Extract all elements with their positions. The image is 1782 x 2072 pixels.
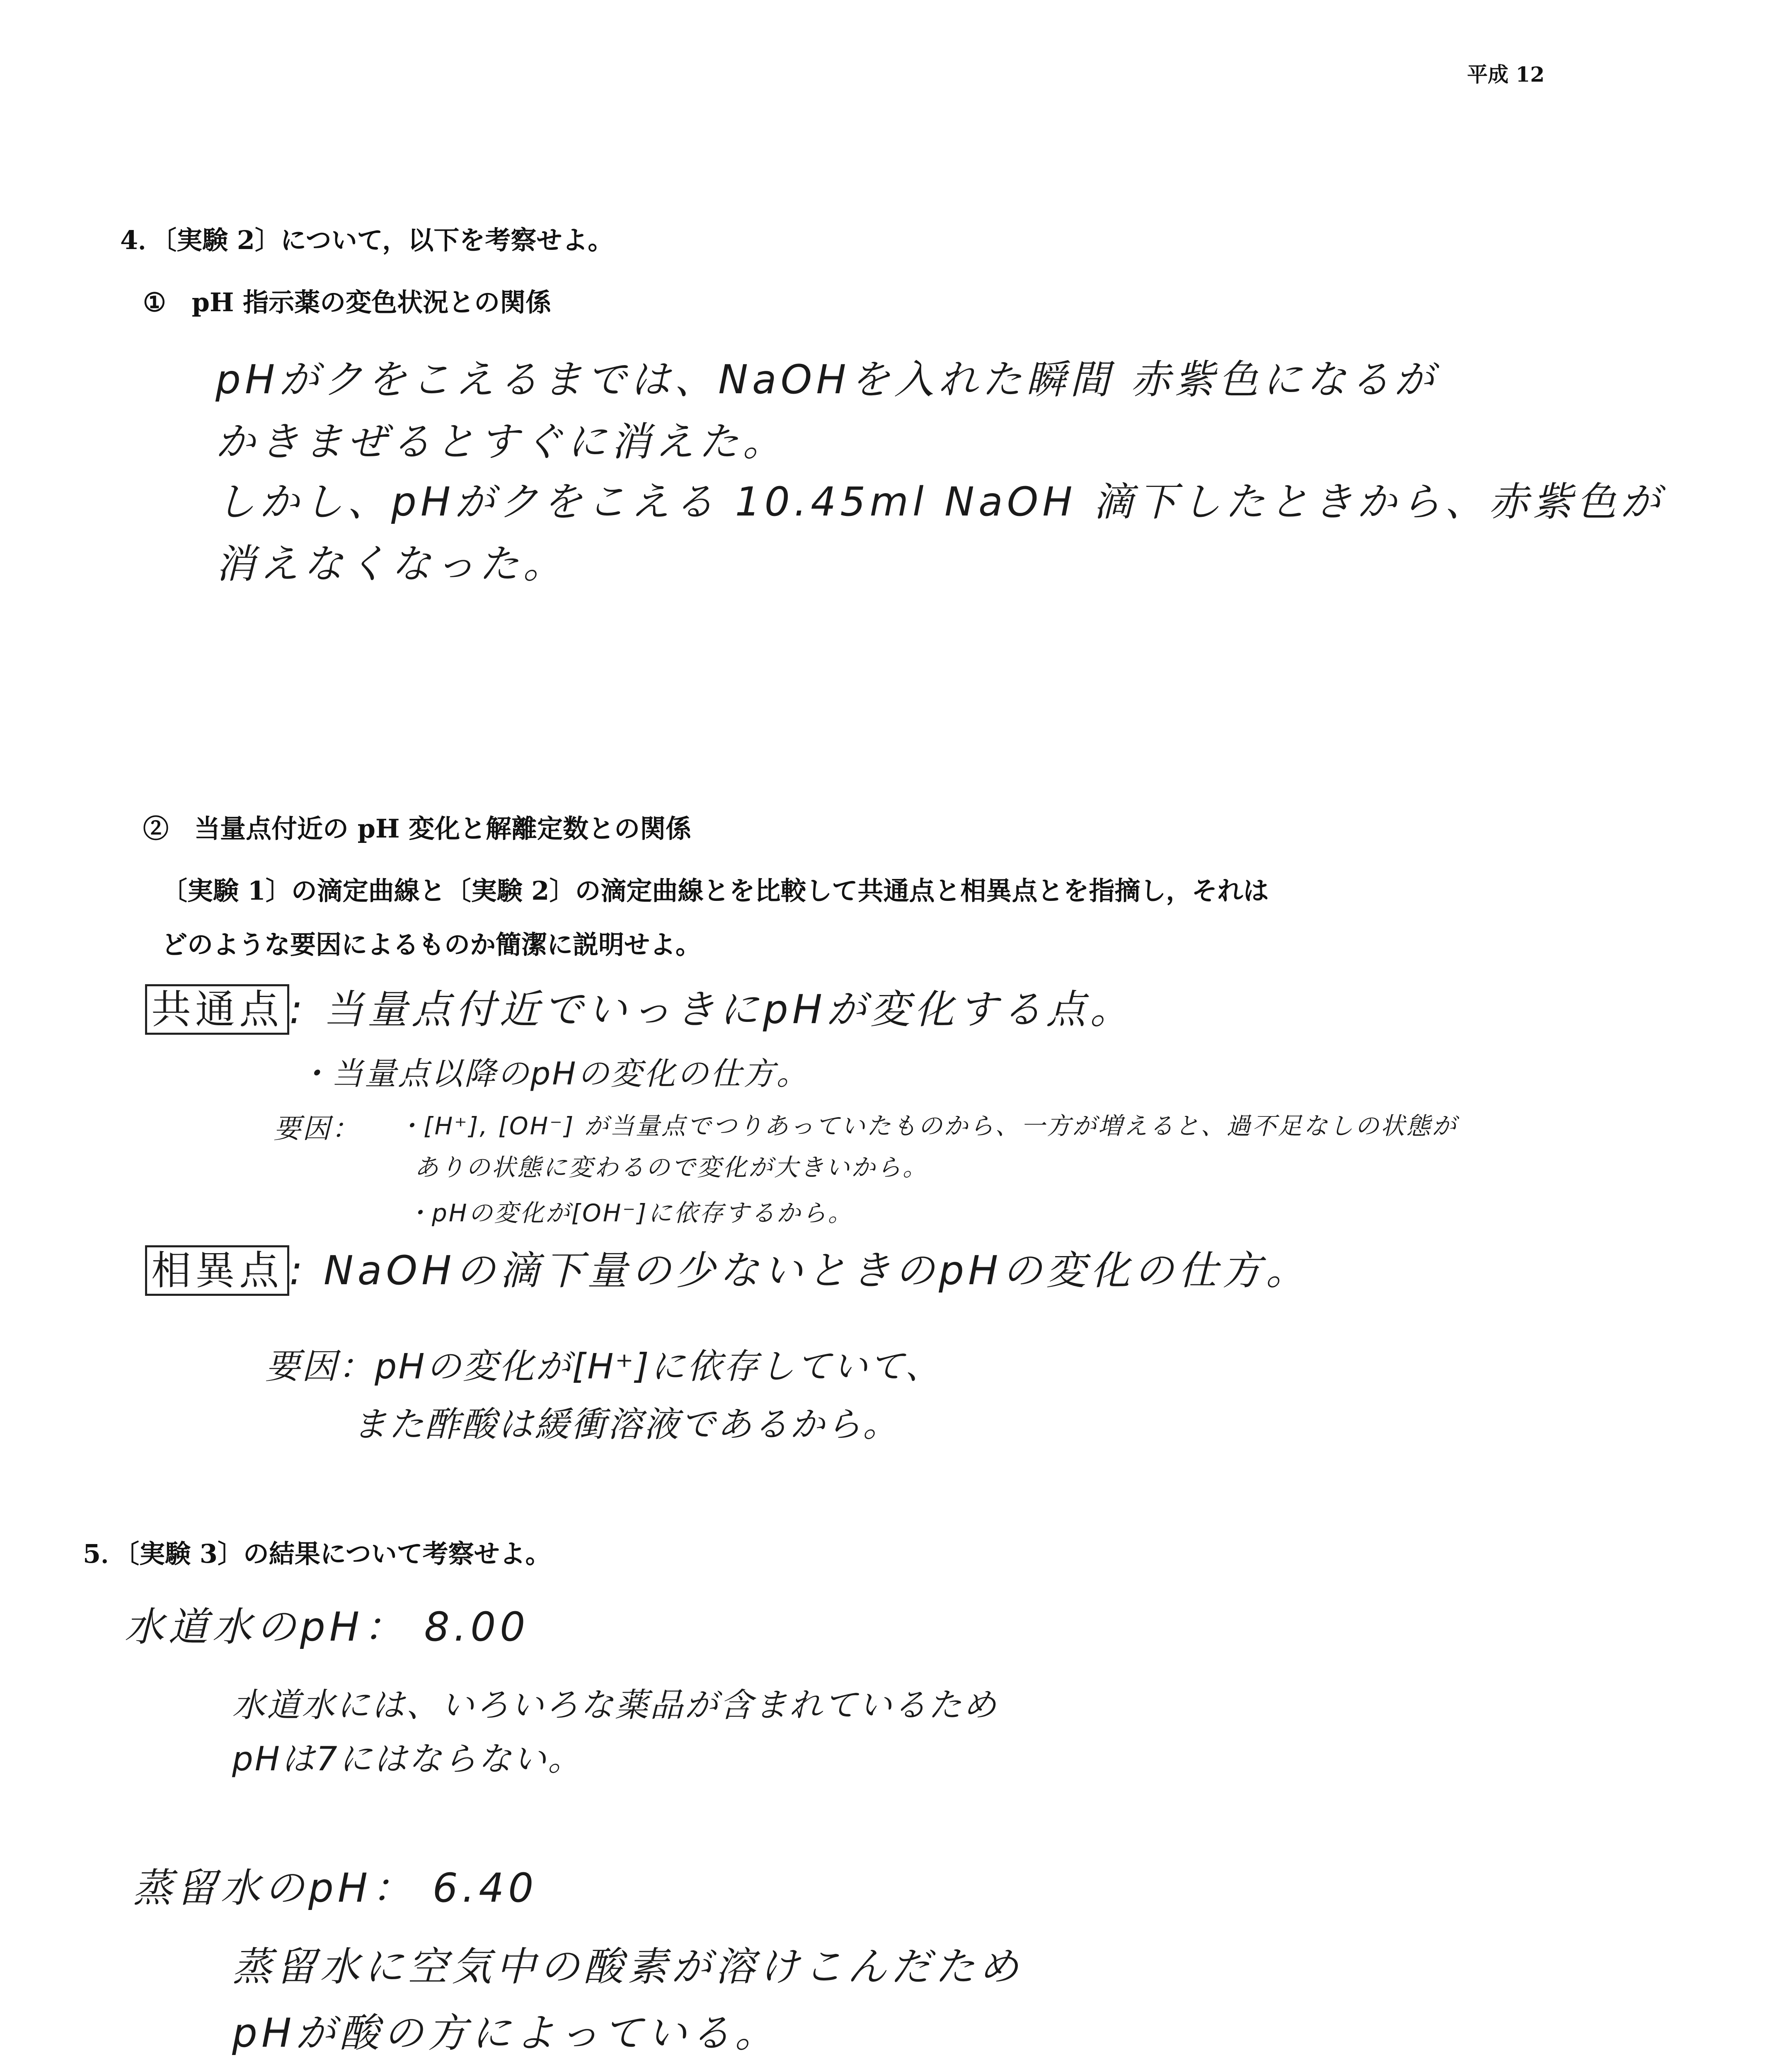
handwritten-line: pHがクをこえるまでは、NaOHを入れた瞬間 赤紫色になるが	[215, 356, 1438, 403]
common-reason-line: ・[H⁺], [OH⁻] が当量点でつりあっていたものから、一方が増えると、過不足なしの状態が	[398, 1112, 1458, 1140]
instruction-line: 〔実験 1〕の滴定曲線と〔実験 2〕の滴定曲線とを比較して共通点と相異点とを指摘し，それは	[162, 876, 1269, 906]
common-reason-label: 要因：	[274, 1113, 361, 1145]
distilled-water-ph: 蒸留水のpH： 6.40	[133, 1865, 538, 1911]
common-points	[145, 978, 1134, 1035]
common-label-box: 共通点	[145, 984, 289, 1035]
handwritten-line: 消えなくなった。	[215, 541, 567, 587]
common-reason-line: ・pHの変化が[OH⁻]に依存するから。	[406, 1199, 854, 1227]
instruction-line: どのような要因によるものか簡潔に説明せよ。	[162, 929, 702, 960]
tap-water-line: pHは7にはならない。	[232, 1740, 583, 1778]
handwritten-line: しかし、pHがクをこえる 10.45ml NaOH 滴下したときから、赤紫色が	[215, 479, 1665, 525]
handwritten-line: かきまぜるとすぐに消えた。	[215, 419, 787, 465]
tap-water-ph: 水道水のpH： 8.00	[124, 1604, 530, 1650]
tap-water-line: 水道水には、いろいろな薬品が含まれているため	[232, 1686, 998, 1724]
diff-reason-line: 要因：pHの変化が[H⁺]に依存していて、	[265, 1346, 942, 1387]
difference-points	[145, 1239, 1310, 1296]
distilled-water-line: 蒸留水に空気中の酸素が溶けこんだため	[232, 1944, 1023, 1990]
diff-line: : NaOHの滴下量の少ないときのpHの変化の仕方。	[289, 1247, 1310, 1294]
section4-heading: 4．〔実験 2〕について，以下を考察せよ。	[120, 225, 614, 255]
diff-label-box: 相異点	[145, 1245, 289, 1296]
page-label: 平成 12	[1467, 62, 1545, 87]
diff-reason-line: また酢酸は緩衝溶液であるから。	[352, 1404, 900, 1445]
common-reason-line: ありの状態に変わるので変化が大きいから。	[414, 1153, 929, 1181]
common-line-2: ・当量点以降のpHの変化の仕方。	[298, 1055, 810, 1092]
section4-item2-heading: ② 当量点付近の pH 変化と解離定数との関係	[143, 813, 692, 844]
section4-item1-heading: ① pH 指示薬の変色状況との関係	[143, 287, 552, 317]
section5-heading: 5．〔実験 3〕の結果について考察せよ。	[83, 1539, 551, 1569]
common-line-1: : 当量点付近でいっきにpHが変化する点。	[289, 986, 1134, 1033]
distilled-water-line: pHが酸の方によっている。	[232, 2010, 779, 2056]
